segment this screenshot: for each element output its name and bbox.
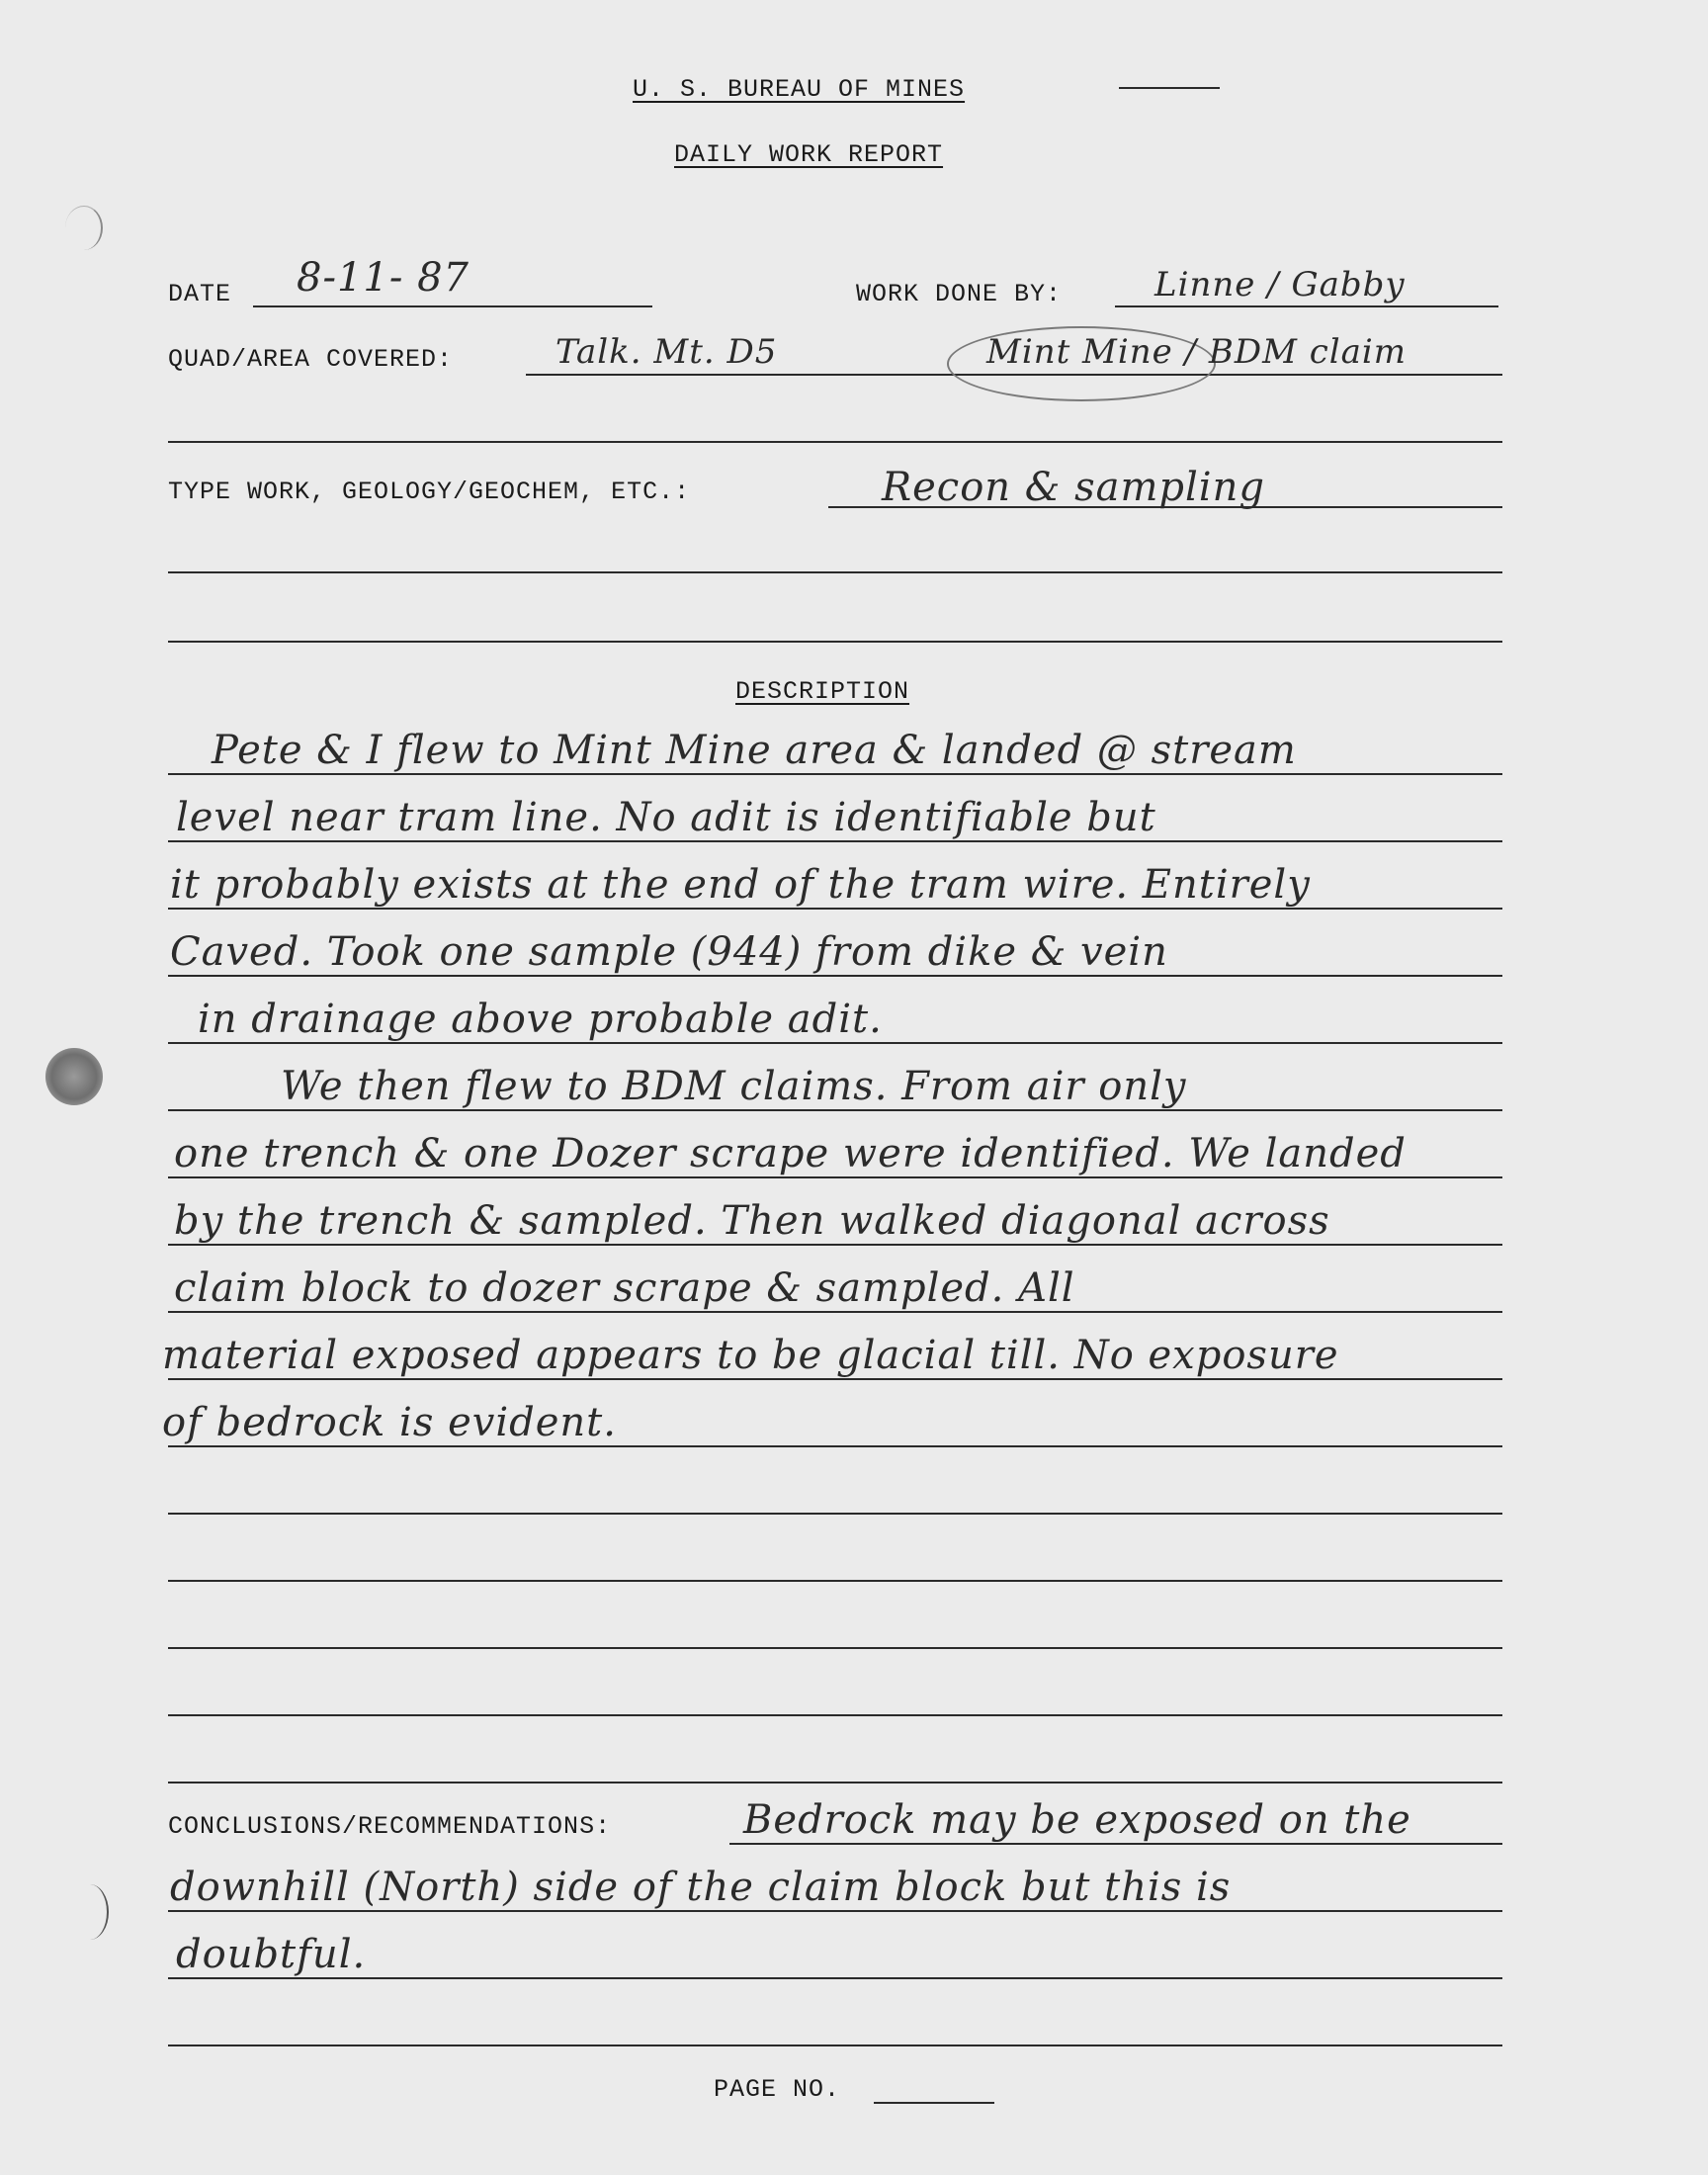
conclusions-line <box>168 1977 1502 1979</box>
form-title: DAILY WORK REPORT <box>674 140 944 169</box>
description-line <box>168 773 1502 775</box>
header-dash <box>1119 87 1220 89</box>
blank-line <box>168 441 1502 443</box>
conclusions-text-line: Bedrock may be exposed on the <box>743 1797 1411 1843</box>
description-line <box>168 1042 1502 1044</box>
type-work-label: TYPE WORK, GEOLOGY/GEOCHEM, ETC.: <box>168 478 691 506</box>
description-line <box>168 908 1502 910</box>
blank-line <box>168 1580 1502 1582</box>
page-number-label: PAGE NO. <box>714 2075 841 2104</box>
description-text-line: level near tram line. No adit is identifiable but <box>176 795 1156 840</box>
description-line <box>168 1176 1502 1178</box>
blank-line <box>168 1782 1502 1784</box>
description-line <box>168 975 1502 977</box>
margin-curl-mark <box>71 1884 109 1940</box>
description-text-line: by the trench & sampled. Then walked diagonal across <box>174 1198 1330 1244</box>
date-line <box>253 305 652 307</box>
description-text-line: of bedrock is evident. <box>162 1400 617 1445</box>
conclusions-text-line: downhill (North) side of the claim block but this is <box>170 1865 1232 1910</box>
description-text-line: one trench & one Dozer scrape were identified. We landed <box>174 1131 1407 1176</box>
quad-value: Talk. Mt. D5 <box>555 332 778 372</box>
description-line <box>168 840 1502 842</box>
conclusions-text-line: doubtful. <box>176 1932 367 1977</box>
type-work-value: Recon & sampling <box>882 465 1265 510</box>
blank-line <box>168 1714 1502 1716</box>
description-text-line: material exposed appears to be glacial till. No exposure <box>162 1333 1339 1378</box>
punch-hole-mark <box>45 1048 103 1105</box>
work-done-by-line <box>1115 305 1498 307</box>
date-label: DATE <box>168 280 232 308</box>
description-text-line: Caved. Took one sample (944) from dike & vein <box>170 929 1168 975</box>
blank-line <box>168 1647 1502 1649</box>
description-text-line: Pete & I flew to Mint Mine area & landed @ stream <box>212 728 1297 773</box>
blank-line <box>168 2044 1502 2046</box>
description-line <box>168 1378 1502 1380</box>
agency-title: U. S. BUREAU OF MINES <box>633 75 966 104</box>
quad-label: QUAD/AREA COVERED: <box>168 345 454 374</box>
conclusions-line <box>168 1910 1502 1912</box>
blank-line <box>168 571 1502 573</box>
conclusions-label: CONCLUSIONS/RECOMMENDATIONS: <box>168 1812 612 1841</box>
description-text-line: it probably exists at the end of the tram wire. Entirely <box>170 862 1311 908</box>
description-heading: DESCRIPTION <box>735 677 910 706</box>
description-line <box>168 1244 1502 1246</box>
page-number-line <box>874 2102 994 2104</box>
blank-line <box>168 1513 1502 1515</box>
work-done-by-label: WORK DONE BY: <box>856 280 1063 308</box>
description-text-line: in drainage above probable adit. <box>198 997 883 1042</box>
margin-curl-mark <box>65 206 103 250</box>
description-line <box>168 1445 1502 1447</box>
blank-line <box>168 641 1502 643</box>
quad-value-circled: Mint Mine / BDM claim <box>986 332 1407 372</box>
conclusions-line <box>729 1843 1502 1845</box>
description-text-line: claim block to dozer scrape & sampled. All <box>174 1265 1075 1311</box>
description-line <box>168 1109 1502 1111</box>
description-line <box>168 1311 1502 1313</box>
date-value: 8-11- 87 <box>297 255 470 301</box>
description-text-line: We then flew to BDM claims. From air only <box>281 1064 1187 1109</box>
work-done-by-value: Linne / Gabby <box>1154 265 1406 304</box>
